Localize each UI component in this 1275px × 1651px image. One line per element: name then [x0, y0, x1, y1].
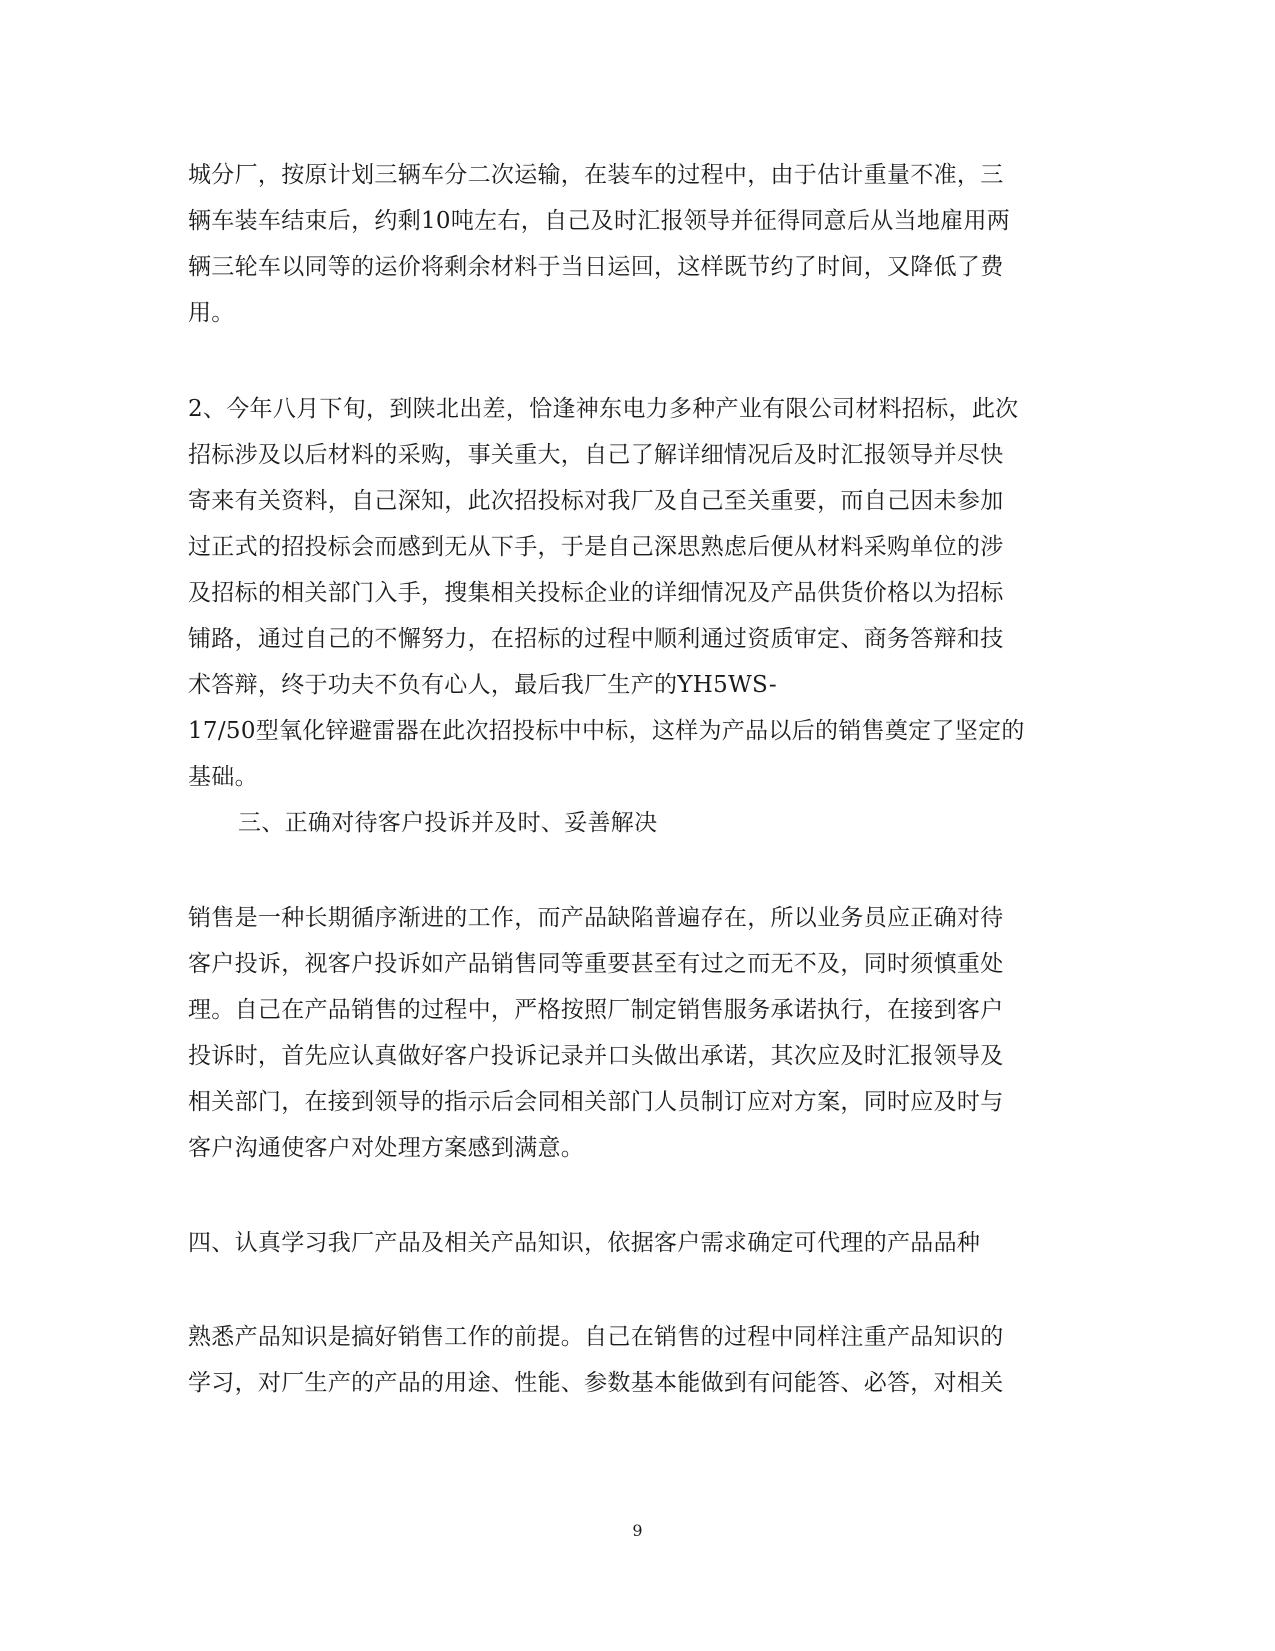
paragraph-2-line-2: 招标涉及以后材料的采购，事关重大，自己了解详细情况后及时汇报领导并尽快	[188, 442, 1004, 468]
paragraph-2-line-1: 2、今年八月下旬，到陕北出差，恰逢神东电力多种产业有限公司材料招标，此次	[188, 396, 1019, 422]
paragraph-4-line-1: 熟悉产品知识是搞好销售工作的前提。自己在销售的过程中同样注重产品知识的	[188, 1324, 1004, 1350]
paragraph-2-line-9: 基础。	[188, 764, 258, 790]
paragraph-2-line-8: 17/50型氧化锌避雷器在此次招投标中中标，这样为产品以后的销售奠定了坚定的	[188, 718, 1025, 744]
paragraph-3-line-2: 客户投诉，视客户投诉如产品销售同等重要甚至有过之而无不及，同时须慎重处	[188, 951, 1004, 977]
paragraph-3-line-1: 销售是一种长期循序渐进的工作，而产品缺陷普遍存在，所以业务员应正确对待	[188, 905, 1004, 931]
paragraph-2-line-7: 术答辩，终于功夫不负有心人，最后我厂生产的YH5WS-	[188, 672, 777, 698]
page-number: 9	[632, 1521, 643, 1540]
paragraph-1-line-2: 辆车装车结束后，约剩10吨左右，自己及时汇报领导并征得同意后从当地雇用两	[188, 208, 1011, 234]
paragraph-2-line-5: 及招标的相关部门入手，搜集相关投标企业的详细情况及产品供货价格以为招标	[188, 580, 1004, 606]
paragraph-4-line-2: 学习，对厂生产的产品的用途、性能、参数基本能做到有问能答、必答，对相关	[188, 1370, 1004, 1396]
paragraph-1-line-4: 用。	[188, 300, 235, 326]
section-heading-3: 三、正确对待客户投诉并及时、妥善解决	[238, 810, 658, 836]
paragraph-3-line-5: 相关部门，在接到领导的指示后会同相关部门人员制订应对方案，同时应及时与	[188, 1089, 1004, 1115]
paragraph-3-line-3: 理。自己在产品销售的过程中，严格按照厂制定销售服务承诺执行，在接到客户	[188, 997, 1004, 1023]
paragraph-3-line-6: 客户沟通使客户对处理方案感到满意。	[188, 1135, 585, 1161]
paragraph-2-line-4: 过正式的招投标会而感到无从下手，于是自己深思熟虑后便从材料采购单位的涉	[188, 534, 1004, 560]
paragraph-2-line-6: 铺路，通过自己的不懈努力，在招标的过程中顺利通过资质审定、商务答辩和技	[188, 626, 1004, 652]
paragraph-1-line-3: 辆三轮车以同等的运价将剩余材料于当日运回，这样既节约了时间，又降低了费	[188, 254, 1004, 280]
paragraph-3-line-4: 投诉时，首先应认真做好客户投诉记录并口头做出承诺，其次应及时汇报领导及	[188, 1043, 1004, 1069]
paragraph-2-line-3: 寄来有关资料，自己深知，此次招投标对我厂及自己至关重要，而自己因未参加	[188, 488, 1004, 514]
paragraph-1-line-1: 城分厂，按原计划三辆车分二次运输，在装车的过程中，由于估计重量不准，三	[188, 162, 1004, 188]
section-heading-4: 四、认真学习我厂产品及相关产品知识，依据客户需求确定可代理的产品品种	[188, 1230, 981, 1256]
